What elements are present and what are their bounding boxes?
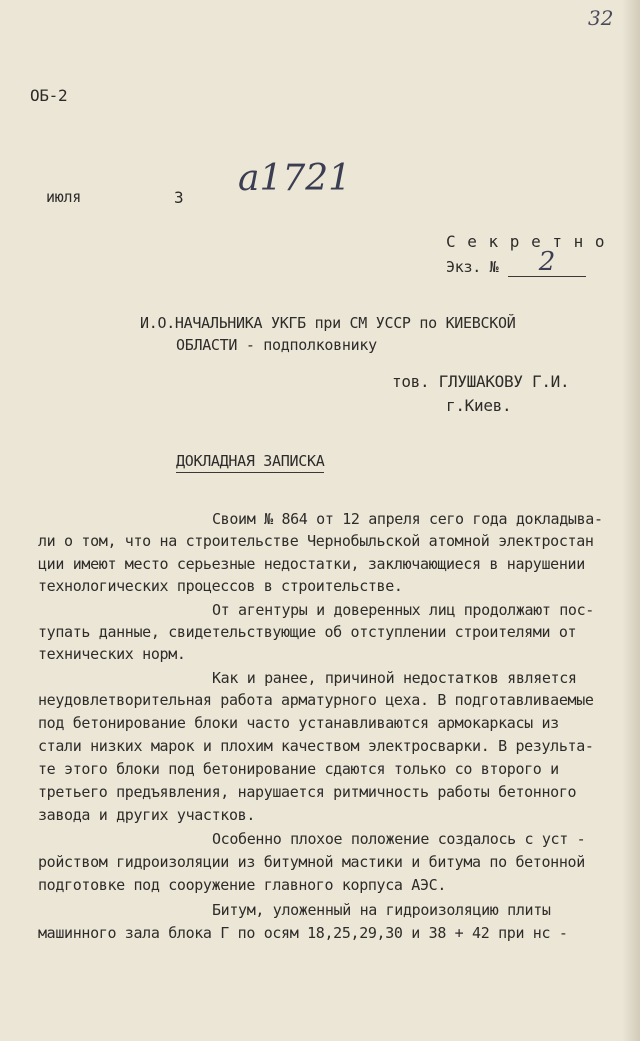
body-line: От агентуры и доверенных лиц продолжают пос-: [212, 601, 594, 619]
addressee-city: г.Киев.: [446, 396, 512, 415]
body-line: машинного зала блока Г по осям 18,25,29,30 и 38 + 42 при нс -: [38, 924, 568, 942]
body-line: технологических процессов в строительстве.: [38, 577, 403, 595]
body-line: Как и ранее, причиной недостатков является: [212, 669, 577, 687]
scan-edge-shadow: [622, 0, 640, 1041]
copy-label: Экз. №: [446, 258, 499, 276]
body-line: тупать данные, свидетельствующие об отступлении строителями от: [38, 623, 577, 641]
form-code: ОБ-2: [30, 86, 68, 105]
classification-stamp: С е к р е т н о: [446, 232, 606, 251]
body-line: технических норм.: [38, 645, 186, 663]
page-number: 32: [588, 6, 614, 30]
body-line: ройством гидроизоляции из битумной мастики и битума по бетонной: [38, 853, 585, 871]
body-line: Битум, уложенный на гидроизоляцию плиты: [212, 901, 551, 919]
addressee-line-1: И.О.НАЧАЛЬНИКА УКГБ при СМ УССР по КИЕВСКОЙ: [140, 314, 516, 332]
body-line: подготовке под сооружение главного корпуса АЭС.: [38, 876, 446, 894]
body-line: те этого блоки под бетонирование сдаются только со второго и: [38, 760, 559, 778]
addressee-line-2: ОБЛАСТИ - подполковнику: [176, 336, 377, 354]
body-line: Особенно плохое положение создалось с уст -: [212, 830, 586, 848]
copy-number: 2: [508, 248, 586, 277]
body-line: под бетонирование блоки часто устанавливаются армокаркасы из: [38, 714, 559, 732]
addressee-name: тов. ГЛУШАКОВУ Г.И.: [392, 372, 570, 391]
body-line: Своим № 864 от 12 апреля сего года докладыва-: [212, 510, 603, 528]
body-line: завода и других участков.: [38, 806, 256, 824]
body-line: неудовлетворительная работа арматурного цеха. В подготавливаемые: [38, 691, 594, 709]
body-line: третьего предъявления, нарушается ритмичность работы бетонного: [38, 783, 577, 801]
body-line: ции имеют место серьезные недостатки, заключающиеся в нарушении: [38, 555, 585, 573]
registration-number: а1721: [238, 158, 352, 199]
body-line: стали низких марок и плохим качеством электросварки. В результа-: [38, 737, 594, 755]
document-title: ДОКЛАДНАЯ ЗАПИСКА: [176, 452, 324, 473]
date-day: 3: [174, 188, 184, 207]
body-line: ли о том, что на строительстве Чернобыльской атомной электростан: [38, 532, 594, 550]
date-month: июля: [46, 188, 81, 206]
